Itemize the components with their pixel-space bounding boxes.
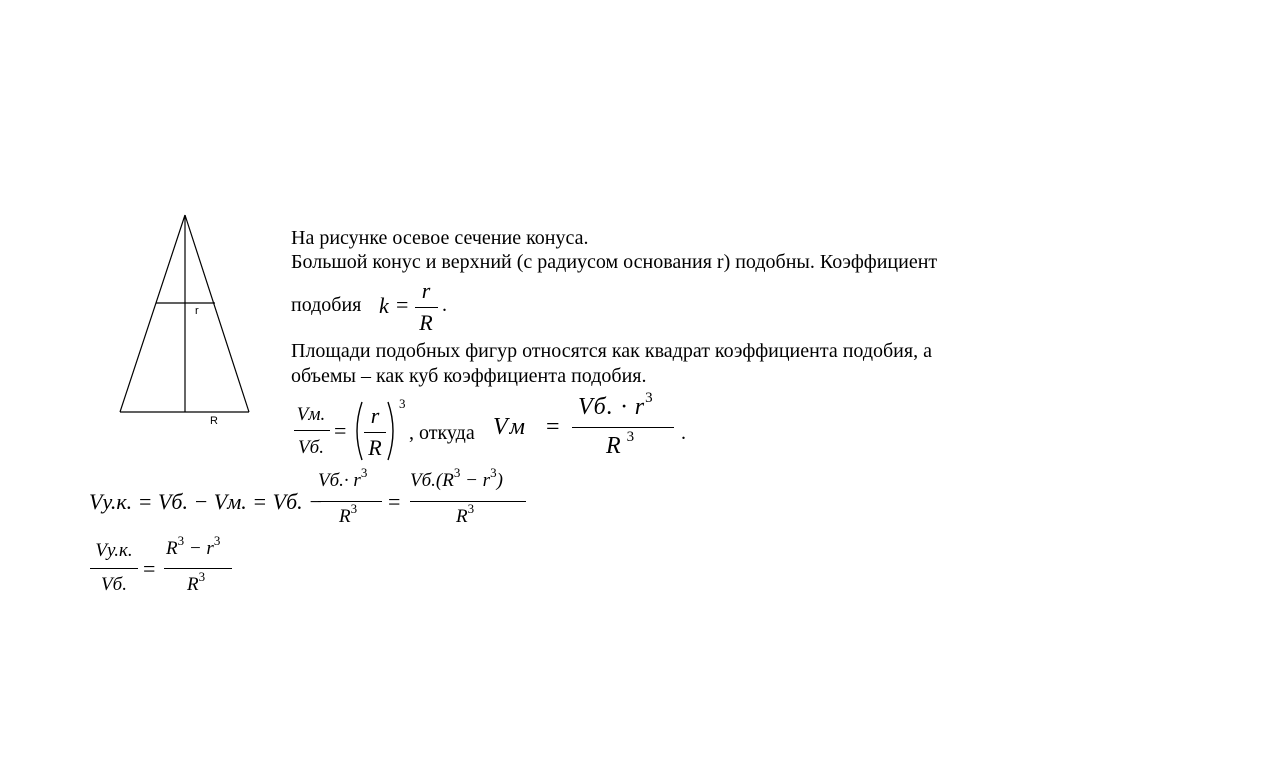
vm-big-period: .: [681, 422, 686, 444]
label-R: R: [210, 415, 218, 427]
vuk-frac2-den-exp: 3: [467, 501, 475, 516]
label-r: r: [195, 305, 199, 317]
ratio1-eq: =: [334, 418, 347, 443]
vuk-frac1-den-exp: 3: [350, 501, 358, 516]
vuk-frac1-bar: [318, 501, 382, 502]
vuk-lhs: Vу.к. = Vб. − Vм. = Vб. −: [89, 489, 323, 514]
vm-big-den-text: R: [606, 433, 621, 459]
text-line-5: объемы – как куб коэффициента подобия.: [291, 365, 647, 387]
ratio2-bar: [90, 568, 138, 569]
vuk-frac2-num: [410, 465, 503, 492]
vuk-eq2: =: [388, 489, 401, 514]
ratio1-exponent: 3: [399, 396, 406, 411]
ratio1-inner-bar: [364, 432, 386, 433]
vuk-frac2-num-exp1: 3: [453, 465, 461, 480]
vm-big-num: [578, 390, 654, 421]
ratio2-rhs-num: [166, 533, 221, 560]
text-line-3-prefix: подобия: [291, 294, 362, 316]
ratio1-inner-den: R: [368, 435, 382, 460]
ratio1-den: Vб.: [298, 437, 324, 458]
vuk-frac1-num-exp: 3: [360, 465, 368, 480]
formula-k-den: R: [419, 310, 433, 335]
formula-k-num: r: [421, 278, 431, 303]
formula-k-eq: =: [396, 292, 409, 317]
text-line-4: Площади подобных фигур относятся как квадрат коэффициента подобия, а: [291, 340, 932, 362]
vuk-frac2-num-b: − r: [460, 470, 491, 491]
ratio2-rhs-num-exp1: 3: [177, 533, 185, 548]
vm-big-bar: [572, 427, 674, 428]
vuk-frac1-num: [318, 465, 368, 492]
ratio2-rhs-num-a: R: [166, 538, 178, 559]
vuk-frac2-den-text: R: [456, 506, 468, 527]
vuk-frac1-num-text: Vб.· r: [318, 470, 361, 491]
ratio2-rhs-num-exp2: 3: [213, 533, 221, 548]
vm-big-den: [606, 429, 635, 460]
ratio1-inner-num: r: [370, 403, 380, 428]
ratio2-rhs-den: [187, 569, 206, 596]
vuk-frac1-den: [339, 501, 358, 528]
vm-big-num-exp: 3: [645, 390, 654, 406]
right-paren: [386, 400, 400, 462]
ratio2-eq: =: [143, 556, 156, 581]
vuk-frac1-den-text: R: [339, 506, 351, 527]
vuk-frac2-num-exp2: 3: [490, 465, 497, 480]
vm-big-num-text: Vб. · r: [578, 394, 646, 420]
ratio1-bar: [294, 430, 330, 431]
formula-k-period: .: [442, 294, 447, 316]
ratio2-rhs-den-text: R: [187, 574, 199, 595]
vm-big-eq: =: [546, 414, 560, 440]
ratio2-rhs-bar: [164, 568, 232, 569]
ratio2-rhs-den-exp: 3: [198, 569, 206, 584]
text-otkuda: , откуда: [409, 422, 475, 444]
vm-big-den-exp: 3: [626, 429, 635, 445]
ratio2-den: Vб.: [101, 574, 127, 595]
ratio2-rhs-num-b: − r: [184, 538, 214, 559]
ratio1-num: Vм.: [296, 404, 326, 425]
text-line-1: На рисунке осевое сечение конуса.: [291, 227, 589, 249]
formula-k: k: [379, 293, 389, 318]
cone-left-side: [120, 215, 185, 412]
vuk-frac2-num-c: ): [496, 470, 503, 491]
text-line-2: Большой конус и верхний (с радиусом основания r) подобны. Коэффициент: [291, 251, 938, 273]
ratio2-num: Vу.к.: [95, 540, 133, 561]
vuk-frac2-num-a: Vб.(R: [410, 470, 454, 491]
cone-section-figure: [110, 205, 270, 435]
vuk-frac2-den: [456, 501, 475, 528]
formula-k-bar: [415, 307, 438, 308]
vm-big: Vм: [493, 414, 527, 440]
